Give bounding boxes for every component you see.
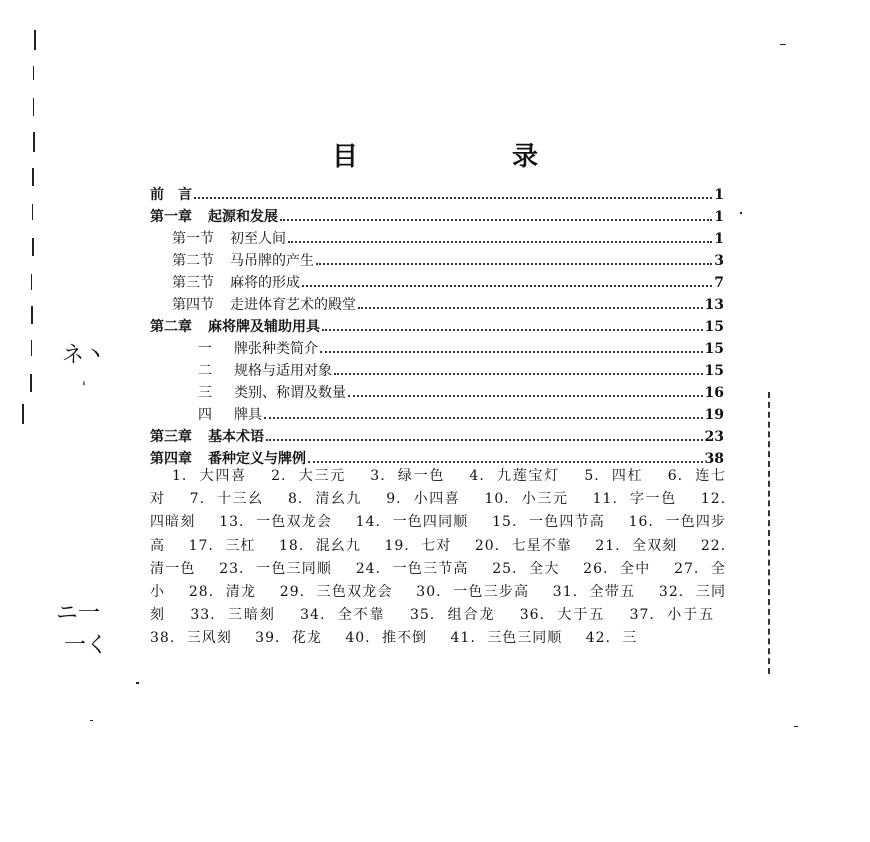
margin-scribble: ニ一	[56, 601, 101, 626]
toc-leader-dots	[316, 263, 712, 265]
toc-page-number: 13	[704, 297, 724, 313]
toc-title: 麻将的形成	[230, 275, 300, 291]
scan-speck	[136, 682, 139, 684]
toc-title: 起源和发展	[208, 209, 278, 225]
toc-label: 第一节	[172, 231, 214, 247]
toc-title: 牌具	[234, 407, 262, 423]
toc-label: 第三节	[172, 275, 214, 291]
toc-title: 马吊牌的产生	[230, 253, 314, 269]
fan-entry: 23. 一色三同顺	[219, 560, 333, 577]
fan-entry: 20. 七星不靠	[474, 537, 572, 554]
fan-entry: 13. 一色双龙会	[219, 514, 333, 531]
entry-list	[150, 465, 726, 651]
margin-scribble: 一く	[64, 633, 109, 658]
toc-leader-dots	[280, 219, 712, 221]
toc-leader-dots	[264, 417, 703, 419]
fan-entry: 34. 全不靠	[300, 607, 386, 624]
toc-title: 番种定义与牌例	[208, 451, 306, 467]
toc-leader-dots	[334, 373, 703, 375]
toc-leader-dots	[322, 329, 703, 331]
scan-speck	[794, 726, 798, 727]
toc-page-number: 7	[714, 275, 724, 291]
fan-entry: 1. 大四喜	[172, 468, 247, 484]
scan-speck	[780, 44, 786, 45]
fan-entry: 31. 全带五	[552, 584, 636, 601]
toc-leader-dots	[348, 395, 703, 397]
fan-entry: 10. 小三元	[484, 491, 569, 508]
toc-page-number: 16	[704, 385, 724, 401]
toc-leader-dots	[266, 439, 703, 441]
toc-page-number: 1	[714, 187, 724, 203]
toc-label: 第一章	[150, 209, 192, 225]
table-of-contents	[150, 184, 724, 470]
fan-entry: 28. 清龙	[188, 584, 257, 601]
toc-label: 一	[198, 341, 218, 357]
margin-mark	[31, 340, 32, 356]
fan-entry: 35. 组合龙	[409, 607, 496, 624]
fan-entry: 33. 三暗刻	[190, 607, 276, 624]
toc-page-number: 15	[704, 319, 724, 335]
margin-mark	[32, 238, 34, 256]
fan-entry: 4. 九莲宝灯	[469, 468, 561, 484]
fan-entry: 5. 四杠	[584, 468, 644, 484]
scan-speck	[740, 212, 742, 214]
fan-entry: 29. 三色双龙会	[279, 584, 393, 601]
toc-page-number: 1	[714, 209, 724, 225]
toc-leader-dots	[320, 351, 703, 353]
margin-mark	[32, 204, 33, 220]
toc-page-number: 19	[704, 407, 724, 423]
toc-leader-dots	[308, 461, 703, 463]
fan-entry: 3. 绿一色	[370, 468, 446, 484]
toc-row	[150, 272, 724, 294]
toc-label: 第二章	[150, 319, 192, 335]
toc-leader-dots	[288, 241, 712, 243]
toc-row	[150, 382, 724, 404]
margin-mark	[30, 374, 32, 392]
fan-entry: 36. 大于五	[519, 607, 606, 624]
fan-entry: 42. 三	[585, 630, 638, 647]
fan-entry: 6. 连七对	[150, 468, 727, 508]
fan-entry: 24. 一色三节高	[355, 560, 469, 577]
fan-entry: 17. 三杠	[188, 537, 256, 554]
fan-entry: 30. 一色三步高	[416, 584, 530, 601]
fan-entry: 16. 一色四步高	[150, 514, 727, 554]
margin-mark	[34, 30, 36, 50]
fan-entry: 32. 三同刻	[150, 584, 727, 624]
margin-dashed-line	[768, 392, 773, 674]
toc-row	[150, 316, 724, 338]
fan-entry: 8. 清幺九	[287, 491, 363, 508]
scan-speck	[90, 720, 93, 721]
toc-title: 走进体育艺术的殿堂	[230, 297, 356, 313]
toc-row	[150, 206, 724, 228]
margin-mark	[33, 66, 34, 80]
toc-row	[150, 250, 724, 272]
fan-entry: 41. 三色三同顺	[450, 630, 563, 647]
fan-entry: 39. 花龙	[255, 630, 322, 647]
fan-entry: 21. 全双刻	[595, 537, 678, 554]
margin-mark	[33, 98, 34, 116]
fan-entry: 7. 十三幺	[189, 491, 264, 508]
margin-scribble: '	[82, 380, 86, 396]
fan-entry: 27. 全小	[150, 560, 726, 601]
toc-leader-dots	[358, 307, 703, 309]
toc-row	[150, 184, 724, 206]
toc-row	[150, 294, 724, 316]
toc-label: 前 言	[150, 187, 192, 203]
margin-mark	[31, 306, 33, 324]
fan-entry: 25. 全大	[492, 560, 560, 577]
toc-leader-dots	[194, 197, 712, 199]
toc-row	[150, 338, 724, 360]
toc-leader-dots	[302, 285, 712, 287]
toc-label: 第三章	[150, 429, 192, 445]
toc-page-number: 15	[704, 363, 724, 379]
fan-entry: 37. 小于五	[629, 607, 715, 624]
page-title: 目 录	[331, 142, 602, 172]
fan-entry: 14. 一色四同顺	[355, 514, 469, 531]
toc-label: 第二节	[172, 253, 214, 269]
toc-label: 第四节	[172, 297, 214, 313]
margin-mark	[31, 274, 32, 290]
toc-title: 初至人间	[230, 231, 286, 247]
fan-entry: 2. 大三元	[271, 468, 347, 484]
margin-mark	[22, 404, 24, 424]
toc-title: 麻将牌及辅助用具	[208, 319, 320, 335]
toc-label: 第四章	[150, 451, 192, 467]
toc-title: 规格与适用对象	[234, 363, 332, 379]
fan-entry: 9. 小四喜	[386, 491, 461, 508]
toc-page-number: 23	[704, 429, 724, 445]
toc-title: 类别、称谓及数量	[234, 385, 346, 401]
fan-entry: 12. 四暗刻	[150, 491, 727, 531]
toc-page-number: 38	[704, 451, 724, 467]
fan-entry: 22. 清一色	[150, 537, 727, 577]
toc-row	[150, 360, 724, 382]
toc-row	[150, 426, 724, 448]
toc-label: 二	[198, 363, 218, 379]
fan-entry: 19. 七对	[384, 537, 452, 554]
margin-scribble: ネ丶	[62, 343, 107, 368]
fan-entry: 40. 推不倒	[345, 630, 428, 647]
fan-entry: 15. 一色四节高	[492, 514, 605, 531]
toc-row	[150, 228, 724, 250]
fan-entry: 38. 三风刻	[150, 630, 232, 647]
toc-page-number: 3	[714, 253, 724, 269]
fan-entry: 26. 全中	[583, 560, 651, 577]
toc-label: 四	[198, 407, 218, 423]
toc-title: 基本术语	[208, 429, 264, 445]
toc-label: 三	[198, 385, 218, 401]
fan-entry: 18. 混幺九	[278, 537, 361, 554]
toc-title: 牌张种类简介	[234, 341, 318, 357]
toc-page-number: 15	[704, 341, 724, 357]
toc-page-number: 1	[714, 231, 724, 247]
fan-entry: 11. 字一色	[592, 491, 677, 508]
toc-row	[150, 404, 724, 426]
